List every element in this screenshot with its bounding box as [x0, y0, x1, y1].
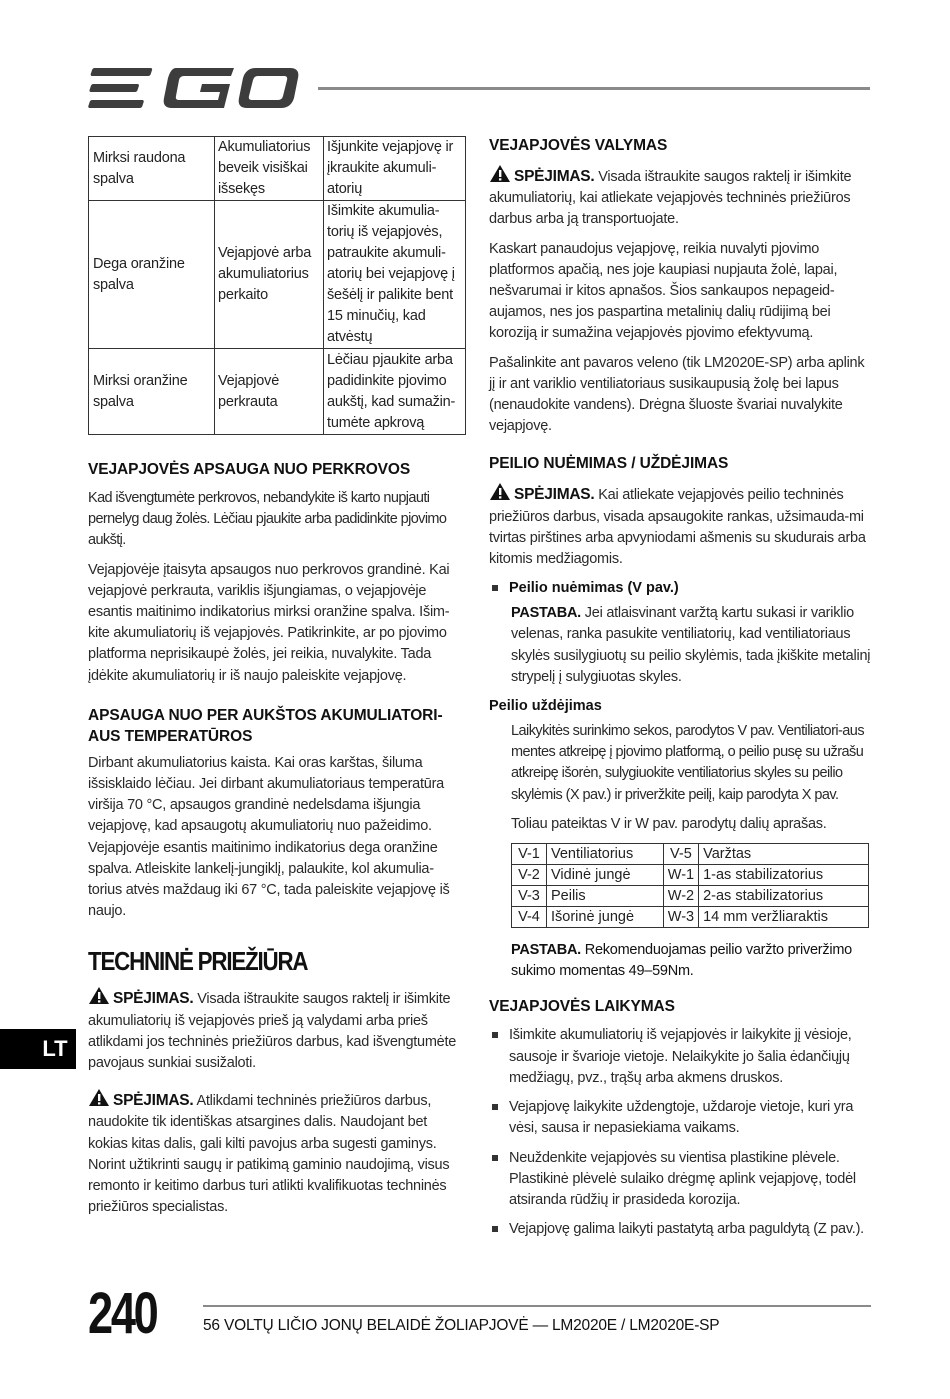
table-row [512, 865, 869, 886]
maintenance-warning-1 [88, 986, 466, 1074]
list-item: Išimkite akumuliatorių iš vejapjovės ir laikykite jį vėsioje, sausoje ir švarioje vietoje. Nelaikykite jo šalia ėdančiųjų medžiagų, pvz., trąšų arba akmens druskos. [489, 1025, 871, 1089]
warning-icon [88, 986, 110, 1005]
warning-text: Atlikdami techninės priežiūros darbus, naudokite tik identiškas atsargines dalis. Naudojant bet kokias kitas dalis, gali kilti pavojus arba sugesti gaminys. Norint užtikrinti saugų ir patikimą gaminio naudojimą, visus remonto ir keitimo darbus turi atlikti kvalifikuotas techninės priežiūros specialistas. [88, 1093, 450, 1216]
warning-text: Kai atliekate vejapjovės peilio techninės priežiūros darbus, visada apsaugokite rankas, užsimauda-mi tvirtas pirštines arba apvyniodami ašmenis su skudurais arba kitomis medžiagomis. [489, 487, 866, 568]
part-name: Ventiliatorius [547, 844, 664, 865]
warning-label: SPĖJIMAS. [113, 1092, 194, 1110]
warning-label: SPĖJIMAS. [514, 168, 595, 185]
overload-paragraph-1: Kad išvengtumėte perkrovos, nebandykite iš karto nupjauti pernelyg daug žolės. Lėčiau pjaukite arba padidinkite pjovimo aukštį. [88, 490, 447, 549]
part-code: V-2 [512, 865, 547, 886]
table-row [512, 844, 869, 865]
blade-title: PEILIO NUĖMIMAS / UŽDĖJIMAS [489, 455, 729, 473]
cleaning-paragraph-2: Pašalinkite ant pavaros veleno (tik LM2020E-SP) arba aplink jį ir ant variklio ventiliatoriaus susikaupusią žolę bei lapus (nenaudokite vandens). Drėgna šluoste švariai nuvalykite vejapjovę. [489, 354, 865, 435]
note-text: Jei atlaisvinant varžtą kartu sukasi ir variklio velenas, ranka pasukite ventiliatorių, kad ventiliatoriaus skylės susilygiuotų su peilio skylėmis, tada įkiškite metalinį strypelį į sulygiuotas skyles. [511, 605, 871, 685]
storage-title: VEJAPJOVĖS LAIKYMAS [489, 998, 675, 1016]
cleaning-title: VEJAPJOVĖS VALYMAS [489, 137, 668, 154]
list-item: Neuždenkite vejapjovės su vientisa plastikine plėvele. Plastikinė plėvelė sulaiko drėgmę aplink vejapjovę, todėl atsiranda rūdžių ir prasideda korozija. [489, 1148, 871, 1212]
part-code: V-1 [512, 844, 547, 865]
parts-table [511, 843, 869, 928]
part-code: V-4 [512, 907, 547, 928]
status-cell: Mirksi oranžine spalva [89, 349, 215, 435]
right-column [489, 136, 871, 1248]
maintenance-warning-2 [88, 1088, 466, 1218]
note-text: Rekomenduojamas peilio varžto priveržimo sukimo momentas 49–59Nm. [511, 942, 852, 980]
blade-removal-heading: Peilio nuėmimas (V pav.) [489, 578, 871, 599]
cause-cell: Akumuliatorius beveik visiškai išsekęs [215, 137, 324, 201]
blade-removal-note [489, 603, 871, 688]
warning-label: SPĖJIMAS. [514, 486, 595, 504]
part-name: Išorinė jungė [547, 907, 664, 928]
overload-title: VEJAPJOVĖS APSAUGA NUO PERKROVOS [88, 461, 411, 478]
list-item: Vejapjovę laikykite uždengtoje, uždaroje vietoje, kuri yra vėsi, sausa ir nepasiekiama vaikams. [489, 1097, 871, 1139]
cause-cell: Vejapjovė perkrauta [215, 349, 324, 435]
warning-text: Visada ištraukite saugos raktelį ir išimkite akumuliatorių iš vejapjovės prieš ją valydami arba prieš atlikdami jos techninės priežiūros darbus, kad išvengtumėte pavojaus sunkiai susižaloti. [88, 991, 457, 1072]
part-code: W-2 [663, 886, 698, 907]
part-name: Vidinė jungė [547, 865, 664, 886]
note-label: PASTABA. [511, 942, 581, 959]
status-table [88, 136, 466, 435]
table-row [512, 907, 869, 928]
left-column [88, 136, 466, 1226]
table-row [89, 201, 466, 349]
temperature-title: APSAUGA NUO PER AUKŠTOS AKUMULIATORI-AUS TEMPERATŪROS [88, 706, 443, 745]
page-number: 240 [88, 1281, 157, 1346]
part-code: V-5 [663, 844, 698, 865]
warning-icon [489, 164, 511, 183]
blade-install-paragraph-2: Toliau pateiktas V ir W pav. parodytų dalių aprašas. [511, 815, 827, 832]
note-label: PASTABA. [511, 605, 581, 622]
part-code: W-3 [663, 907, 698, 928]
header-rule [318, 87, 870, 90]
status-cell: Mirksi raudona spalva [89, 137, 215, 201]
part-code: V-3 [512, 886, 547, 907]
cleaning-paragraph-1: Kaskart panaudojus vejapjovę, reikia nuvalyti pjovimo platformos apačią, nes joje kaupiasi nupjauta žolė, lapai, nešvarumai ir kitos apnašos. Šios sankaupos nepageid-aujamos, nes jos paspartina metalinių dalių rūdijimą bei koroziją ir sumažina vejapjovės pjovimo efektyvumą. [489, 240, 838, 342]
warning-icon [489, 482, 511, 501]
ego-logo [88, 64, 300, 112]
blade-install-paragraph: Laikykitės surinkimo sekos, parodytos V pav. Ventiliatori-aus mentes atkreipę į pjovimo platformą, o peilio pusę su užrašu atkreipę išorėn, sulygiuokite ventiliatorius skyles su peilio skylėmis (X pav.) ir priveržkite peilį, kaip parodyta X pav. [511, 723, 865, 803]
part-name: Varžtas [699, 844, 869, 865]
torque-note [489, 940, 871, 982]
warning-text: Visada ištraukite saugos raktelį ir išimkite akumuliatorių, kai atliekate vejapjovės techninės priežiūros darbus arba ją transportuojate. [489, 169, 852, 228]
part-name: Peilis [547, 886, 664, 907]
temperature-paragraph: Dirbant akumuliatorius kaista. Kai oras karštas, šiluma išsisklaido lėčiau. Jei dirbant akumuliatoriaus temperatūra viršija 70 °C, apsaugos grandinė nedelsdama išjungia vejapjovę, kad apsaugotų akumuliatorių nuo pažeidimo. Vejapjovėje esantis maitinimo indikatorius dega oranžine spalva. Atleiskite lankelį-jungiklį, palaukite, kol akumulia-torius atvės maždaug iki 67 °C, tada paleiskite vejapjovę iš naujo. [88, 754, 450, 920]
action-cell: Išjunkite vejapjovę ir įkraukite akumuli-atorių [324, 137, 466, 201]
warning-icon [88, 1088, 110, 1107]
action-cell: Lėčiau pjaukite arba padidinkite pjovimo aukštį, kad sumažin-tumėte apkrovą [324, 349, 466, 435]
overload-paragraph-2: Vejapjovėje įtaisyta apsaugos nuo perkrovos grandinė. Kai vejapjovė perkrauta, variklis išjungiamas, o vejapjovėje esantis maitinimo indikatorius mirksi oranžine spalva. Išim-kite akumuliatorių iš vejapjovės. Patikrinkite, ar po pjovimo platforma neprisikaupė žolės, jei reikia, nuvalykite. Tada įdėkite akumuliatorių ir iš naujo paleiskite vejapjovę. [88, 561, 450, 684]
table-row [89, 137, 466, 201]
list-item: Vejapjovę galima laikyti pastatytą arba paguldytą (Z pav.). [489, 1219, 871, 1240]
maintenance-title: TECHNINĖ PRIEŽIŪRA [88, 946, 308, 977]
language-tab: LT [0, 1029, 76, 1069]
cleaning-warning [489, 164, 871, 231]
cause-cell: Vejapjovė arba akumuliatorius perkaito [215, 201, 324, 349]
action-cell: Išimkite akumulia-torių iš vejapjovės, patraukite akumuli-atorių bei vejapjovę į šešėlį ir palikite bent 15 minučių, kad atvėstų [324, 201, 466, 349]
part-code: W-1 [663, 865, 698, 886]
status-cell: Dega oranžine spalva [89, 201, 215, 349]
warning-label: SPĖJIMAS. [113, 990, 194, 1008]
blade-install-heading: Peilio uždėjimas [489, 698, 602, 715]
footer-rule [203, 1305, 871, 1307]
table-row [512, 886, 869, 907]
footer-product-line: 56 VOLTŲ LIČIO JONŲ BELAIDĖ ŽOLIAPJOVĖ — LM2020E / LM2020E-SP [203, 1317, 720, 1334]
part-name: 1-as stabilizatorius [699, 865, 869, 886]
part-name: 2-as stabilizatorius [699, 886, 869, 907]
blade-warning [489, 482, 871, 570]
table-row [89, 349, 466, 435]
part-name: 14 mm veržliaraktis [699, 907, 869, 928]
